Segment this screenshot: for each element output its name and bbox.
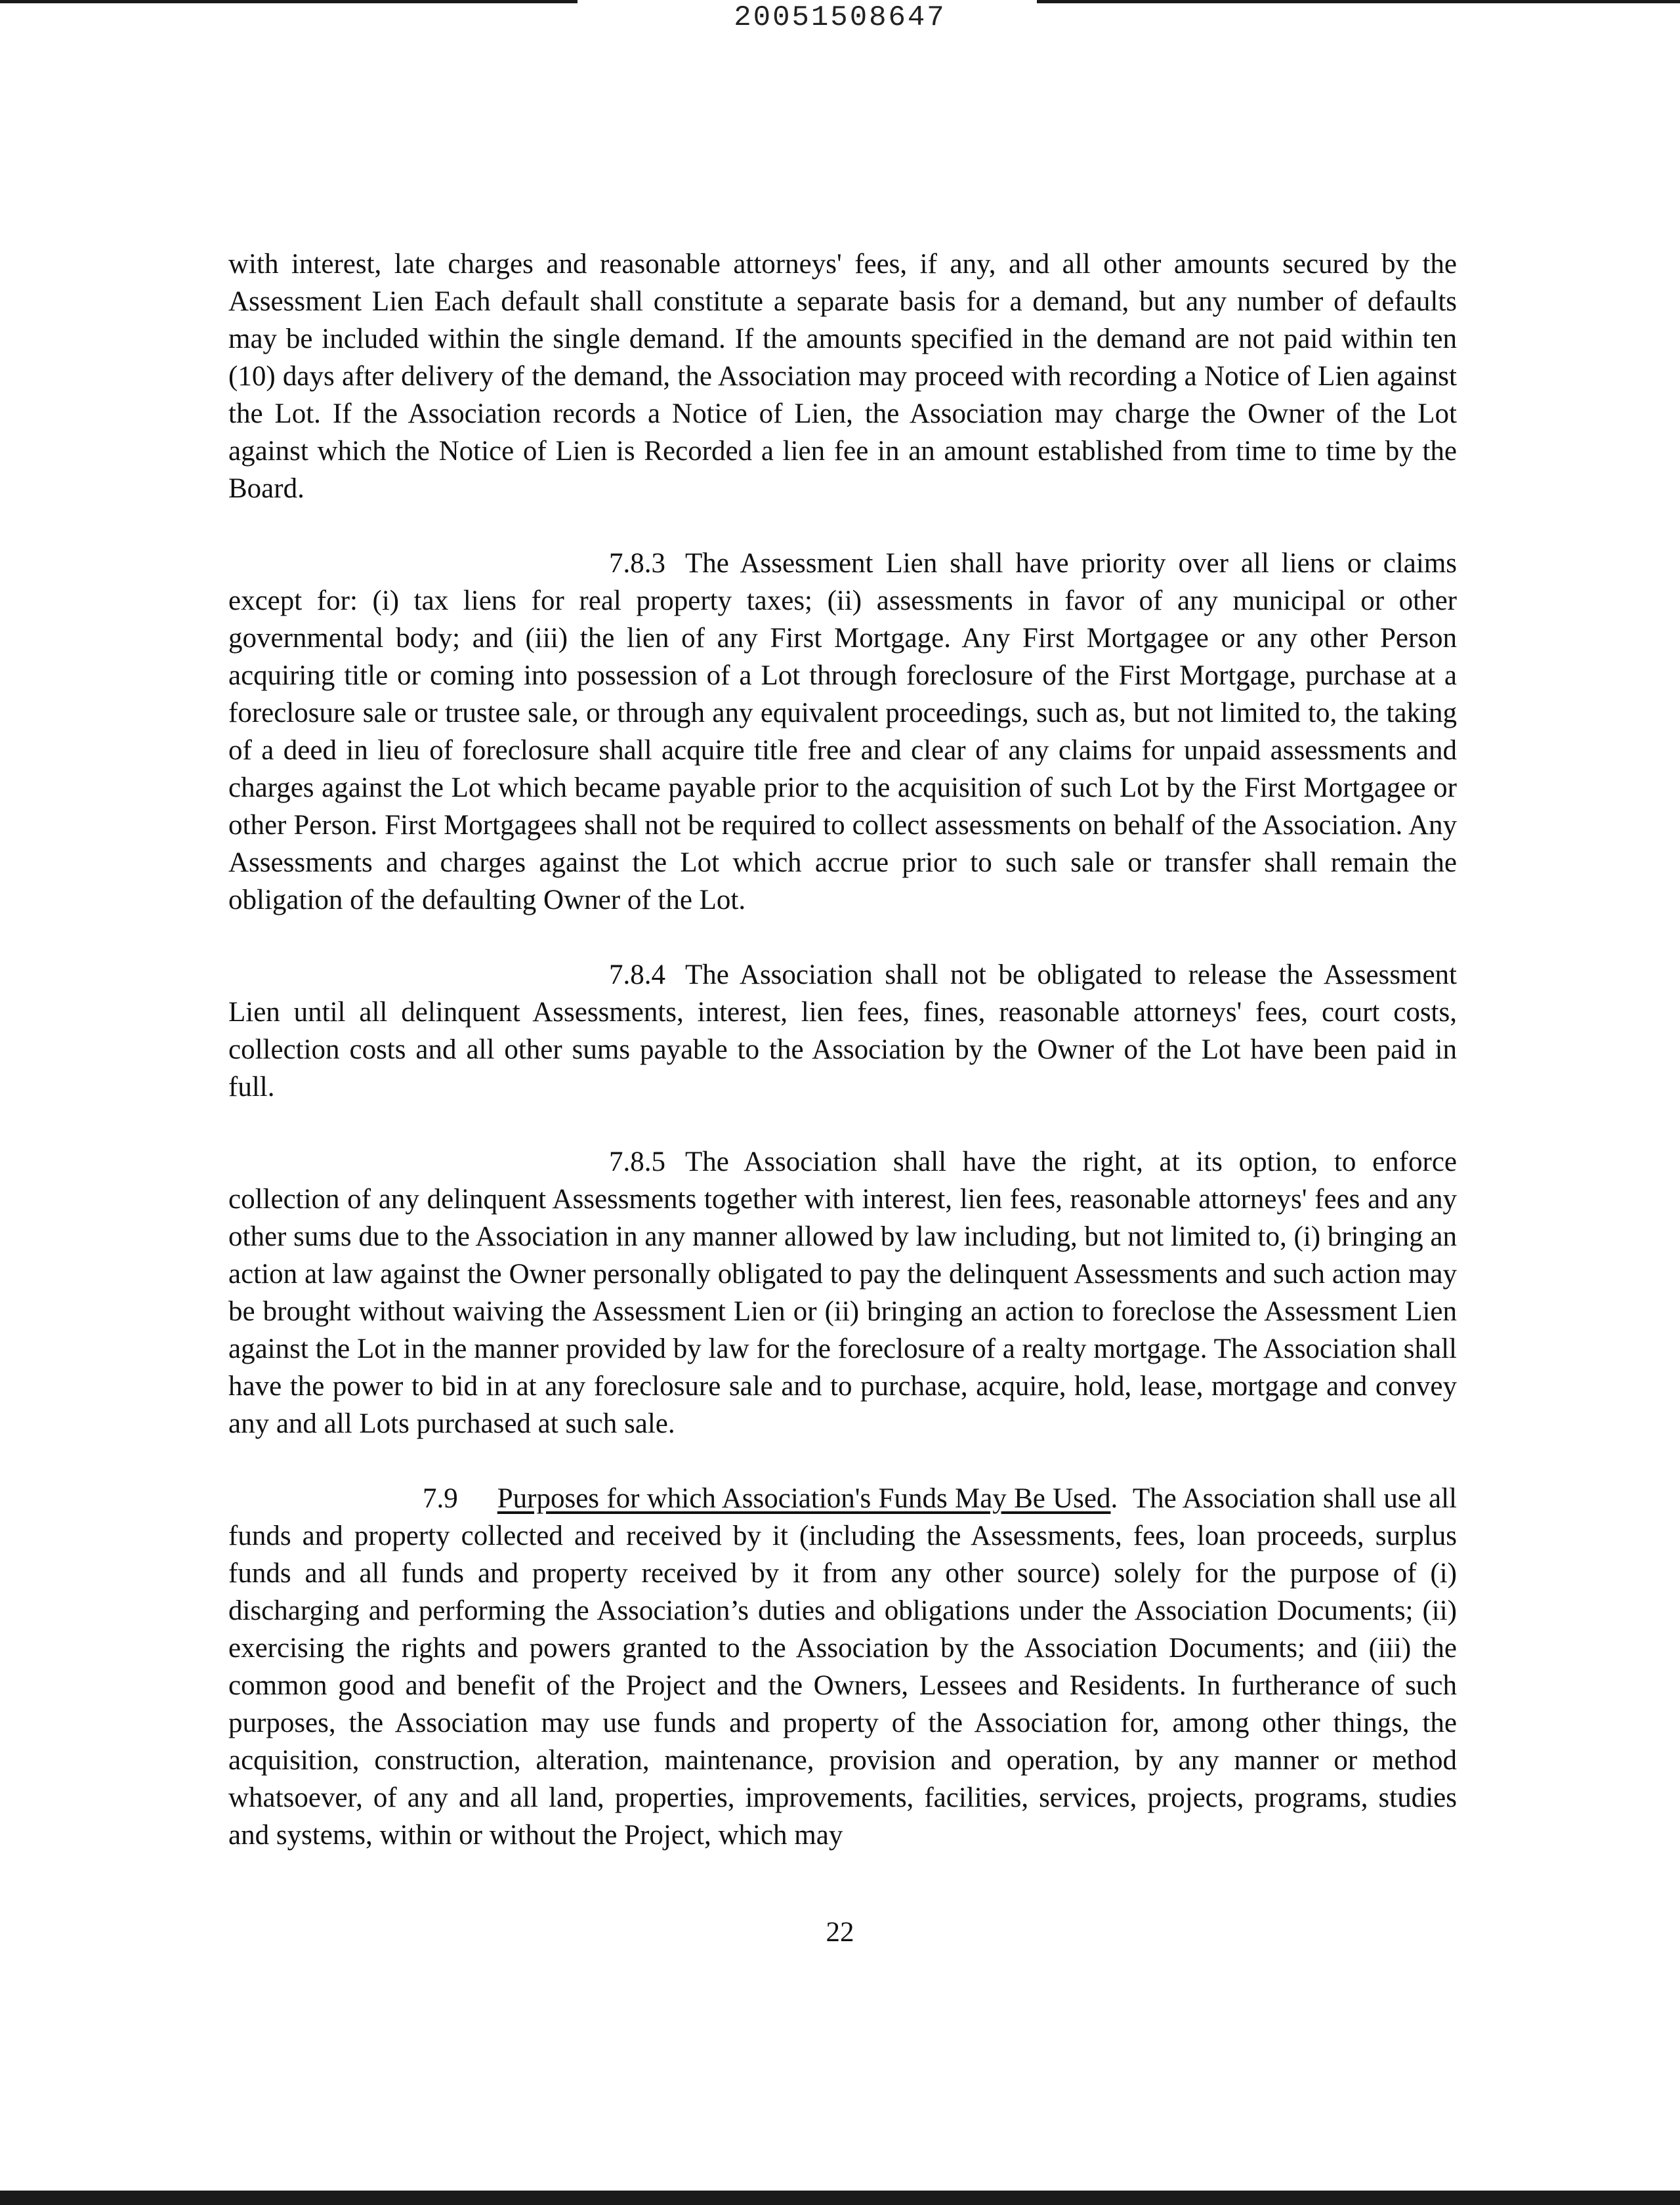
section-number: 7.9 xyxy=(423,1483,458,1514)
document-body xyxy=(228,245,1457,1854)
section-number: 7.8.5 xyxy=(609,1146,665,1177)
section-text: The Assessment Lien shall have priority over all liens or claims except for: (i) tax liens for real property taxes; (ii) assessments in favor of any municipal or other governmental body; and (iii) the lien of any First Mortgage. Any First Mortgagee or any other Person acquiring title or coming into possession of a Lot through foreclosure of the First Mortgage, purchase at a foreclosure sale or trustee sale, or through any equivalent proceedings, such as, but not limited to, the taking of a deed in lieu of foreclosure shall acquire title free and clear of any claims for unpaid assessments and charges against the Lot which became payable prior to the acquisition of such Lot by the First Mortgagee or other Person. First Mortgagees shall not be required to collect assessments on behalf of the Association. Any Assessments and charges against the Lot which accrue prior to such sale or transfer shall remain the obligation of the defaulting Owner of the Lot. xyxy=(228,548,1457,915)
section-7-8-4 xyxy=(228,956,1457,1106)
section-number: 7.8.4 xyxy=(609,959,665,990)
section-7-9 xyxy=(228,1480,1457,1854)
document-number: 20051508647 xyxy=(734,1,946,34)
section-7-8-5 xyxy=(228,1143,1457,1442)
section-7-8-3 xyxy=(228,545,1457,919)
section-number: 7.8.3 xyxy=(609,548,665,579)
page-number: 22 xyxy=(826,1917,854,1948)
section-heading-period: . xyxy=(1110,1483,1118,1514)
section-text: The Association shall use all funds and property collected and received by it (including the Assessments, fees, loan proceeds, surplus funds and all funds and property received by it from any other source) solely for the purpose of (i) discharging and performing the Association’s duties and obligations under the Association Documents; (ii) exercising the rights and powers granted to the Association by the Association Documents; and (iii) the common good and benefit of the Project and the Owners, Lessees and Residents. In furtherance of such purposes, the Association may use funds and property of the Association for, among other things, the acquisition, construction, alteration, maintenance, provision and operation, by any manner or method whatsoever, of any and all land, properties, improvements, facilities, services, projects, programs, studies and systems, within or without the Project, which may xyxy=(228,1483,1458,1851)
section-text: The Association shall not be obligated to release the Assessment Lien until all delinquent Assessments, interest, lien fees, fines, reasonable attorneys' fees, court costs, collection costs and all other sums payable to the Association by the Owner of the Lot have been paid in full. xyxy=(228,959,1457,1102)
bottom-scan-rule xyxy=(0,2191,1680,2205)
paragraph-text: with interest, late charges and reasonable attorneys' fees, if any, and all other amounts secured by the Assessment Lien Each default shall constitute a separate basis for a demand, but any number of defaults may be included within the single demand. If the amounts specified in the demand are not paid within ten (10) days after delivery of the demand, the Association may proceed with recording a Notice of Lien against the Lot. If the Association records a Notice of Lien, the Association may charge the Owner of the Lot against which the Notice of Lien is Recorded a lien fee in an amount established from time to time by the Board. xyxy=(228,249,1457,504)
section-text: The Association shall have the right, at its option, to enforce collection of any delinquent Assessments together with interest, lien fees, reasonable attorneys' fees and any other sums due to the Association in any manner allowed by law including, but not limited to, (i) bringing an action at law against the Owner personally obligated to pay the delinquent Assessments and such action may be brought without waiving the Assessment Lien or (ii) bringing an action to foreclose the Assessment Lien against the Lot in the manner provided by law for the foreclosure of a realty mortgage. The Association shall have the power to bid in at any foreclosure sale and to purchase, acquire, hold, lease, mortgage and convey any and all Lots purchased at such sale. xyxy=(228,1146,1457,1439)
section-heading: Purposes for which Association's Funds May Be Used xyxy=(497,1483,1111,1514)
paragraph-continuation xyxy=(228,245,1457,507)
